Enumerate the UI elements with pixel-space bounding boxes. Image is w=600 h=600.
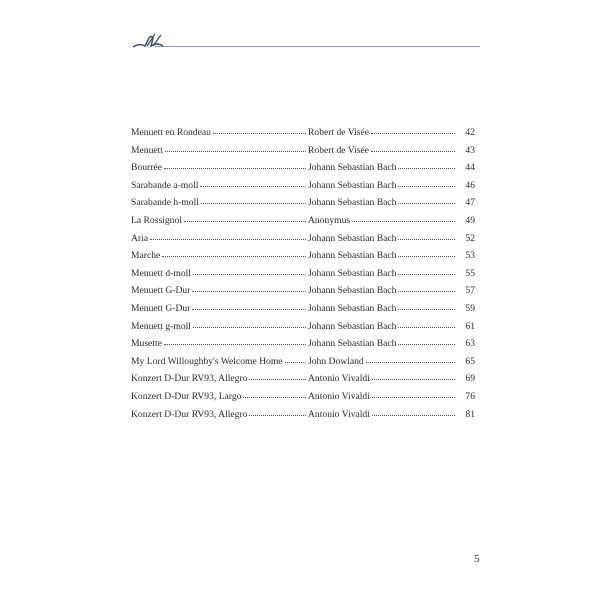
toc-page-number: 44 [465,162,475,174]
toc-page-number: 53 [465,250,475,262]
toc-page-number: 47 [465,197,475,209]
toc-page-number: 55 [465,267,475,279]
leader-dots [372,379,455,380]
table-of-contents [131,127,475,426]
toc-entry [131,409,475,427]
toc-page-number: 65 [465,355,475,367]
toc-page-number: 42 [465,127,475,138]
toc-entry [131,268,475,286]
leader-dots [398,256,455,257]
toc-title: Bourrée [131,162,162,174]
toc-title: La Rossignol [131,214,182,226]
toc-page-number: 59 [465,302,475,314]
toc-entry [131,338,475,356]
leader-dots [371,133,455,134]
toc-composer: Antonio Vivaldi [308,390,370,402]
toc-page-number: 81 [465,408,475,420]
toc-page-number: 46 [465,179,475,191]
toc-composer: Antonio Vivaldi [308,408,370,420]
leader-dots [150,239,306,240]
toc-title: Sarabande a-moll [131,179,199,191]
toc-composer: Antonio Vivaldi [308,373,370,385]
leader-dots [201,203,306,204]
toc-composer: Johann Sebastian Bach [308,232,397,244]
toc-composer: Johann Sebastian Bach [308,302,397,314]
toc-entry [131,127,475,145]
leader-dots [165,151,306,152]
toc-entry [131,285,475,303]
toc-composer: Johann Sebastian Bach [308,162,397,174]
leader-dots [398,186,455,187]
leader-dots [200,186,306,187]
toc-entry [131,321,475,339]
toc-composer: John Dowland [308,355,364,367]
leader-dots [285,362,306,363]
toc-title: Menuett en Rondeau [131,127,211,138]
toc-composer: Johann Sebastian Bach [308,267,397,279]
toc-entry [131,145,475,163]
leader-dots [184,221,306,222]
leader-dots [398,327,455,328]
leader-dots [193,327,306,328]
leader-dots [213,133,306,134]
toc-title: Menuett G-Dur [131,302,191,314]
toc-entry [131,180,475,198]
toc-page-number: 52 [465,232,475,244]
header-rule [155,46,480,47]
toc-page-number: 61 [465,320,475,332]
leader-dots [372,397,455,398]
leader-dots [398,168,455,169]
toc-title: Sarabande h-moll [131,197,199,209]
toc-title: My Lord Willoughby's Welcome Home [131,355,283,367]
leader-dots [193,274,306,275]
toc-page-number: 63 [465,338,475,350]
leader-dots [398,344,455,345]
toc-entry [131,197,475,215]
toc-entry [131,162,475,180]
page-number: 5 [474,553,480,565]
leader-dots [398,291,455,292]
toc-page-number: 49 [465,214,475,226]
toc-composer: Robert de Visée [308,127,370,138]
leader-dots [249,415,306,416]
toc-title: Musette [131,338,162,350]
toc-title: Menuett d-moll [131,267,191,279]
leader-dots [192,309,306,310]
leader-dots [372,415,455,416]
leader-dots [398,203,455,204]
leader-dots [249,379,306,380]
toc-page-number: 76 [465,390,475,402]
toc-title: Marche [131,250,161,262]
toc-composer: Robert de Visée [308,144,370,156]
quill-ornament-icon [131,32,165,50]
toc-entry [131,303,475,321]
toc-composer: Johann Sebastian Bach [308,250,397,262]
leader-dots [162,256,306,257]
leader-dots [164,344,306,345]
toc-entry [131,373,475,391]
toc-composer: Johann Sebastian Bach [308,320,397,332]
toc-entry [131,233,475,251]
toc-composer: Anonymus [308,214,351,226]
toc-entry [131,391,475,409]
leader-dots [371,151,455,152]
toc-title: Menuett G-Dur [131,285,191,297]
leader-dots [398,239,455,240]
toc-composer: Johann Sebastian Bach [308,285,397,297]
leader-dots [164,168,306,169]
leader-dots [192,291,306,292]
toc-entry [131,356,475,374]
leader-dots [366,362,455,363]
toc-title: Menuett g-moll [131,320,191,332]
toc-title: Aria [131,232,149,244]
leader-dots [243,397,306,398]
toc-page-number: 69 [465,373,475,385]
toc-composer: Johann Sebastian Bach [308,338,397,350]
toc-composer: Johann Sebastian Bach [308,197,397,209]
toc-entry [131,250,475,268]
toc-title: Konzert D-Dur RV93, Allegro [131,373,248,385]
leader-dots [398,274,455,275]
toc-page-number: 57 [465,285,475,297]
toc-page-number: 43 [465,144,475,156]
toc-title: Menuett [131,144,163,156]
toc-entry [131,215,475,233]
leader-dots [352,221,455,222]
toc-title: Konzert D-Dur RV93, Largo [131,390,242,402]
toc-title: Konzert D-Dur RV93, Allegro [131,408,248,420]
leader-dots [398,309,455,310]
toc-composer: Johann Sebastian Bach [308,179,397,191]
